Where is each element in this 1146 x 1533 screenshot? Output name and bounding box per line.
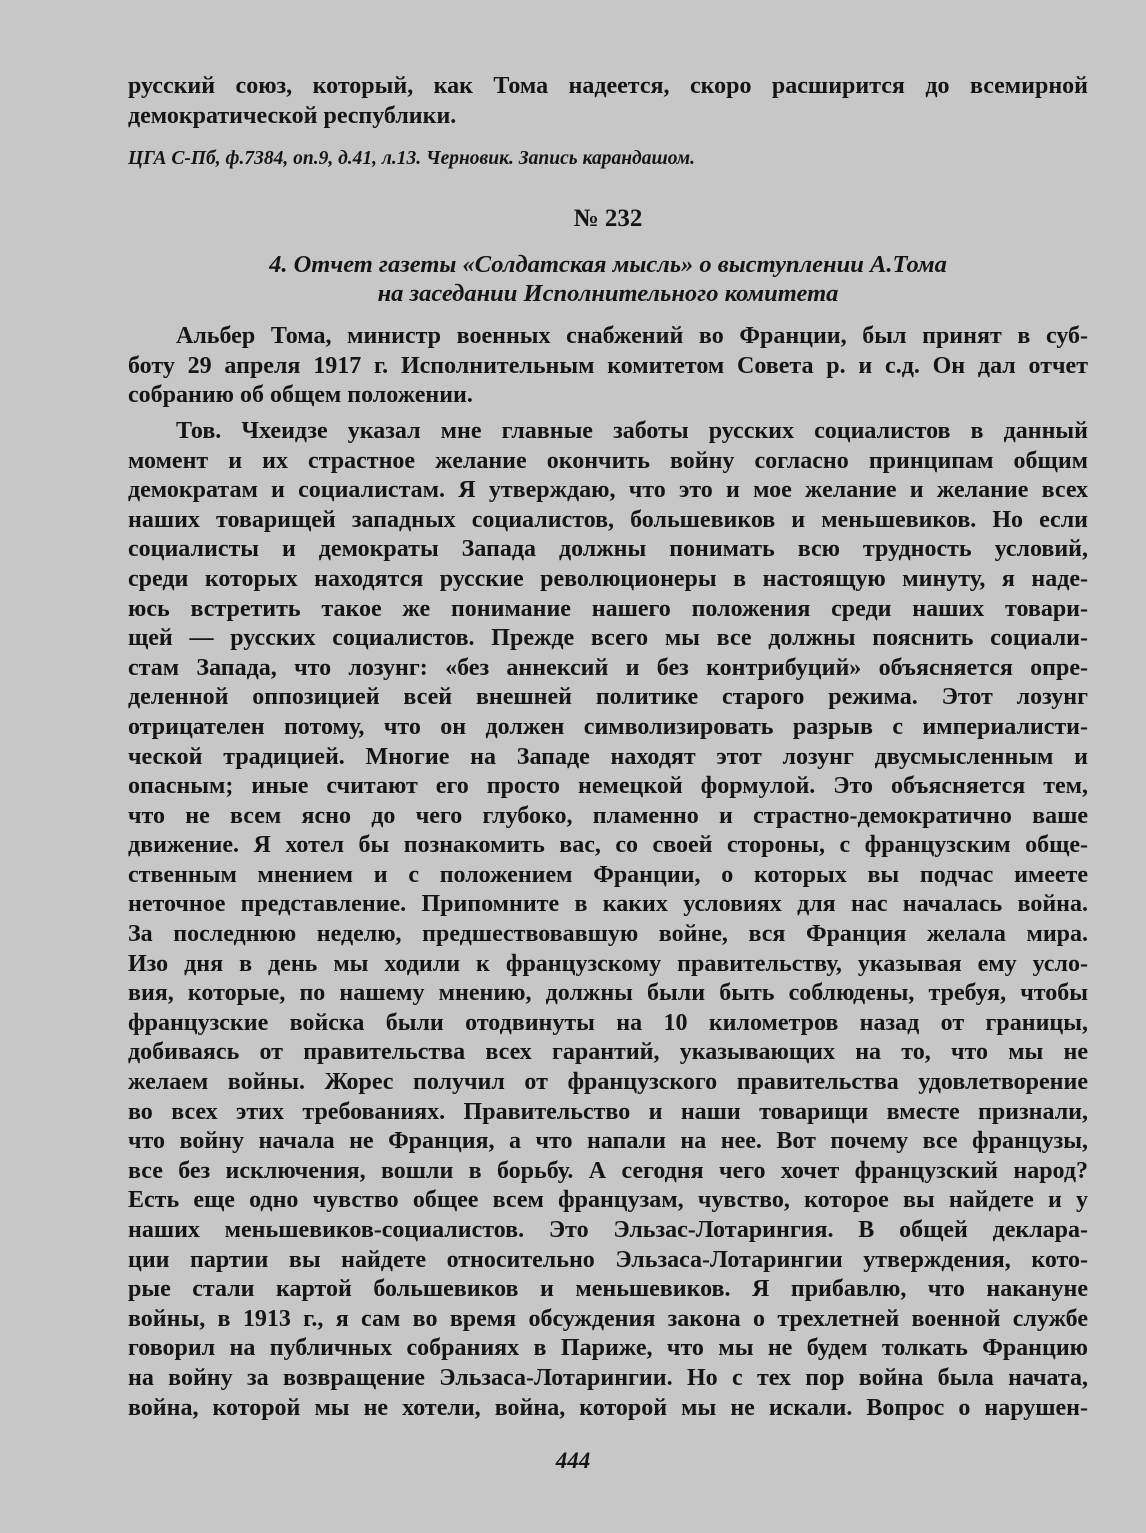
text-line: желаем войны. Жорес получил от французского правительства удовлетворение	[128, 1069, 1088, 1096]
text-line: среди которых находятся русские революционеры в настоящую минуту, я наде-	[128, 565, 1088, 592]
text-line: все без исключения, вошли в борьбу. А сегодня чего хочет французский народ?	[128, 1157, 1088, 1184]
text-line: войны, в 1913 г., я сам во время обсуждения закона о трехлетней военной службе	[128, 1305, 1088, 1332]
text-line: говорил на публичных собраниях в Париже, что мы не будем толкать Францию	[128, 1335, 1088, 1362]
page-number: 444	[555, 1448, 591, 1473]
text-line: Тов. Чхеидзе указал мне главные заботы русских социалистов в данный	[176, 417, 1088, 444]
text-line: демократам и социалистам. Я утверждаю, что это и мое желание и желание всех	[128, 477, 1088, 504]
text-line: отрицателен потому, что он должен символизировать разрыв с империалисти-	[128, 713, 1088, 740]
text-line: деленной оппозицией всей внешней политике старого режима. Этот лозунг	[128, 684, 1088, 711]
text-line: юсь встретить такое же понимание нашего положения среди наших товари-	[128, 595, 1088, 622]
document-body	[128, 322, 1088, 1423]
text-line: наших меньшевиков-социалистов. Это Эльзас-Лотарингия. В общей деклара-	[128, 1217, 1088, 1243]
document-title-line: на заседании Исполнительного комитета	[377, 280, 839, 308]
text-line: демократической республики.	[128, 102, 457, 129]
intro-paragraph	[128, 72, 1088, 131]
text-line: Есть еще одно чувство общее всем французам, чувство, которое вы найдете и у	[128, 1187, 1088, 1214]
text-line: собранию об общем положении.	[128, 382, 473, 409]
text-line: вия, которые, по нашему мнению, должны были быть соблюдены, требуя, чтобы	[128, 980, 1088, 1007]
text-line: социалисты и демократы Запада должны понимать всю трудность условий,	[128, 536, 1088, 563]
text-line: война, которой мы не хотели, война, которой мы не искали. Вопрос о нарушен-	[128, 1394, 1088, 1421]
document-page	[128, 72, 1088, 1423]
paragraph-1	[128, 322, 1088, 411]
text-line: добиваясь от правительства всех гарантий, указывающих на то, что мы не	[128, 1039, 1088, 1066]
text-line: боту 29 апреля 1917 г. Исполнительным комитетом Совета р. и с.д. Он дал отчет	[128, 352, 1088, 379]
text-line: За последнюю неделю, предшествовавшую войне, вся Франция желала мира.	[128, 921, 1088, 948]
text-line: движение. Я хотел бы познакомить вас, со своей стороны, с французским обще-	[128, 832, 1088, 859]
archive-source-note: ЦГА С-Пб, ф.7384, оп.9, д.41, л.13. Черновик. Запись карандашом.	[128, 148, 695, 170]
document-title-line: 4. Отчет газеты «Солдатская мысль» о выступлении А.Тома	[269, 251, 947, 279]
text-line: стам Запада, что лозунг: «без аннексий и без контрибуций» объясняется опре-	[128, 654, 1088, 681]
document-title	[128, 250, 1088, 308]
text-line: Альбер Тома, министр военных снабжений во Франции, был принят в суб-	[176, 323, 1088, 350]
text-line: на войну за возвращение Эльзаса-Лотарингии. Но с тех пор война была начата,	[128, 1364, 1088, 1391]
text-line: ственным мнением и с положением Франции, о которых вы подчас имеете	[128, 861, 1088, 888]
text-line: момент и их страстное желание окончить войну согласно принципам общим	[128, 447, 1088, 474]
text-line: во всех этих требованиях. Правительство и наши товарищи вместе признали,	[128, 1098, 1088, 1125]
paragraph-2	[128, 417, 1088, 1423]
text-line: русский союз, который, как Тома надеется, скоро расширится до всемирной	[128, 73, 1088, 99]
text-line: ции партии вы найдете относительно Эльзаса-Лотарингии утверждения, кото-	[128, 1246, 1088, 1273]
text-line: неточное представление. Припомните в каких условиях для нас началась война.	[128, 891, 1088, 918]
text-line: что не всем ясно до чего глубоко, пламенно и страстно-демократично ваше	[128, 802, 1088, 829]
text-line: наших товарищей западных социалистов, большевиков и меньшевиков. Но если	[128, 506, 1088, 533]
text-line: французские войска были отодвинуты на 10 километров назад от границы,	[128, 1009, 1088, 1036]
text-line: рые стали картой большевиков и меньшевиков. Я прибавлю, что накануне	[128, 1276, 1088, 1303]
document-number: № 232	[573, 205, 643, 233]
text-line: опасным; иные считают его просто немецкой формулой. Это объясняется тем,	[128, 773, 1088, 800]
text-line: щей — русских социалистов. Прежде всего мы все должны пояснить социали-	[128, 625, 1088, 652]
text-line: Изо дня в день мы ходили к французскому правительству, указывая ему усло-	[128, 950, 1088, 977]
text-line: что войну начала не Франция, а что напали на нее. Вот почему все французы,	[128, 1128, 1088, 1155]
text-line: ческой традицией. Многие на Западе находят этот лозунг двусмысленным и	[128, 743, 1088, 770]
